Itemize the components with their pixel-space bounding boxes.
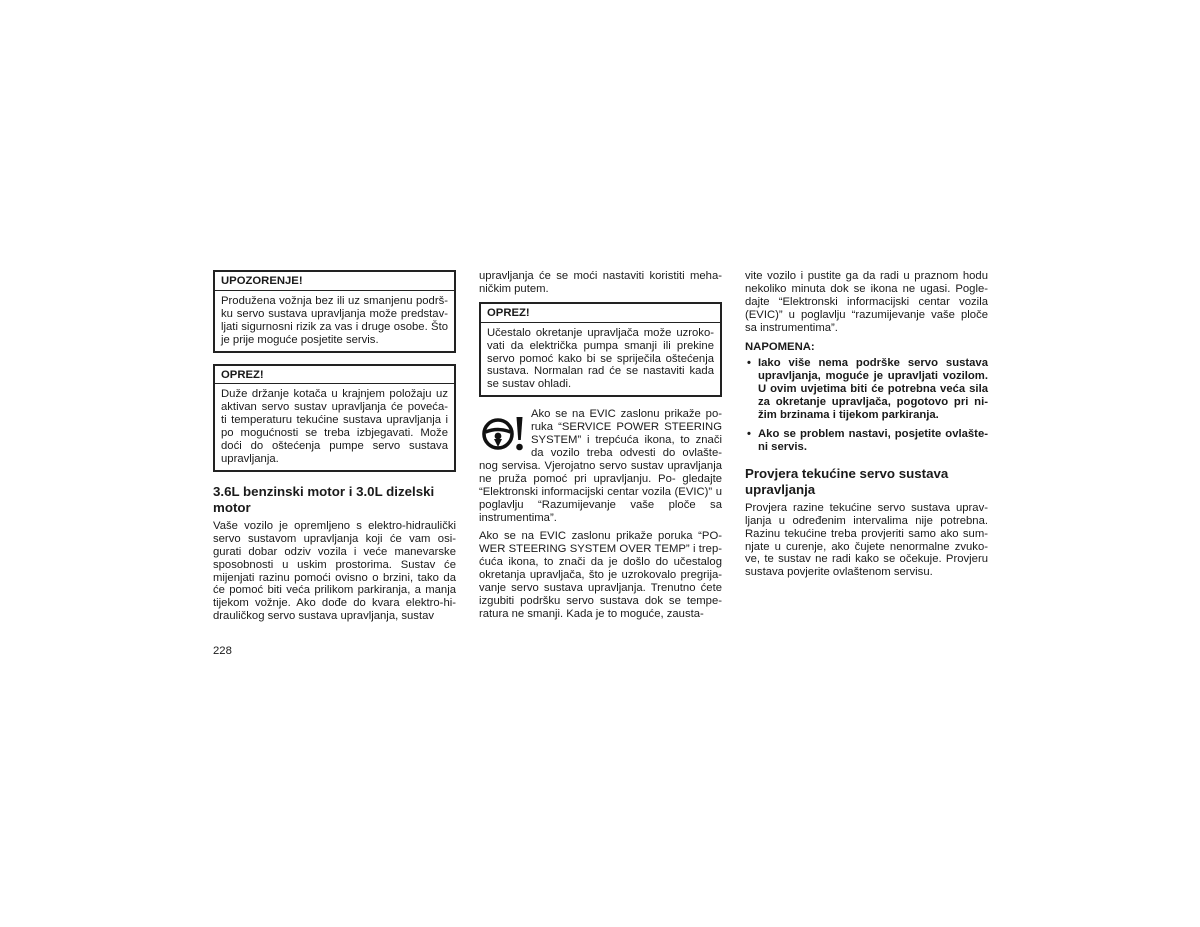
caution-body: Duže držanje kotača u krajnjem položaju uz aktivan servo sustav upravljanja će poveća- ti temperaturu tekućine sustava upravljanja i po mogućnosti se treba izbjegavati. Može doći do oštećenja pumpe servo sustava upravljanja. xyxy=(221,388,448,465)
note-list xyxy=(745,357,988,453)
steering-wheel-warning-icon xyxy=(481,412,525,454)
continuation-paragraph-2: vite vozilo i pustite ga da radi u praznom hodu nekoliko minuta dok se ikona ne ugasi. Pogle- dajte “Elektronski informacijski centar vozila (EVIC)” u poglavlju “razumijevanje vaše ploče sa instrumentima”. xyxy=(745,270,988,334)
column-middle xyxy=(479,270,722,627)
continuation-paragraph: upravljanja će se moći nastaviti koristiti meha- ničkim putem. xyxy=(479,270,722,295)
page-number: 228 xyxy=(213,645,232,657)
caution-box-2 xyxy=(479,302,722,397)
column-left xyxy=(213,270,456,629)
caution-title-2: OPREZ! xyxy=(481,304,720,323)
caution-title: OPREZ! xyxy=(215,366,454,385)
section-heading-fluid: Provjera tekućine servo sustava upravljanja xyxy=(745,465,949,497)
warning-body: Produžena vožnja bez ili uz smanjenu podrš- ku servo sustava upravljanja može predstav- ljati sigurnosni rizik za vas i druge osobe. Što je prije moguće posjetite servis. xyxy=(221,294,448,346)
note-item: • Ako se problem nastavi, posjetite ovlašte- ni servis. xyxy=(745,428,988,454)
column-right xyxy=(745,270,988,585)
warning-box xyxy=(213,270,456,353)
caution-box xyxy=(213,364,456,472)
evic-overtemp-paragraph: Ako se na EVIC zaslonu prikaže poruka “PO- WER STEERING SYSTEM OVER TEMP” i trep- ćuća ikona, to znači da je došlo do učestalog okretanja upravljača, što je uzrokovalo pregrija- vanje servo sustava upravljanja. Trenutno ćete izgubiti podršku servo sustava dok se tempe- ratura ne smanji. Kada je to moguće, zausta- xyxy=(479,530,722,620)
note-item: • Iako više nema podrške servo sustava upravljanja, moguće je upravljati vozilom. U ovim uvjetima biti će potrebna veća sila za okretanje upravljača, pogotovo pri ni- žim brzinama i tijekom parkiranja. xyxy=(745,357,988,422)
evic-service-paragraph: Ako se na EVIC zaslonu prikaže po- ruka “SERVICE POWER STEERING SYSTEM” i trepćuća ikona, to znači da vozilo treba odvesti do ovlašte- nog servisa. Vjerojatno servo sustav upravljanja ne pruža pomoć pri upravljanju. Po- gledajte “Elektronski informacijski centar vozila (EVIC)” u poglavlju “Razumijevanje vaše ploče sa instrumentima”. xyxy=(479,408,722,524)
fluid-paragraph: Provjera razine tekućine servo sustava uprav- ljanja u određenim intervalima nije potrebna. Razinu tekućine treba provjeriti samo ako sum- njate u curenje, ako čujete nenormalne zvuko- ve, te sustav ne radi kako se očekuje. Provjeru sustava povjerite ovlaštenom servisu. xyxy=(745,501,988,579)
engine-paragraph: Vaše vozilo je opremljeno s elektro-hidraulički servo sustavom upravljanja koji će vam osi- gurati dobar odziv vozila i veće manevarske sposobnosti u uskim prostorima. Sustav će mijenjati razinu pomoći ovisno o brzini, tako da će pomoć biti veća prilikom parkiranja, a manja tijekom vožnje. Ako dođe do kvara elektro-hi- drauličkog servo sustava upravljanja, sustav xyxy=(213,519,456,623)
warning-title: UPOZORENJE! xyxy=(215,272,454,291)
note-title: NAPOMENA: xyxy=(745,340,815,353)
evic-message-block xyxy=(479,408,722,524)
section-heading-engine: 3.6L benzinski motor i 3.0L dizelski motor xyxy=(213,483,435,515)
caution-body-2: Učestalo okretanje upravljača može uzroko- vati da električka pumpa smanji ili prekine servo pomoć kako bi se spriječila oštećenja sustava. Normalan rad će se nastaviti kada se sustav ohladi. xyxy=(487,326,714,391)
